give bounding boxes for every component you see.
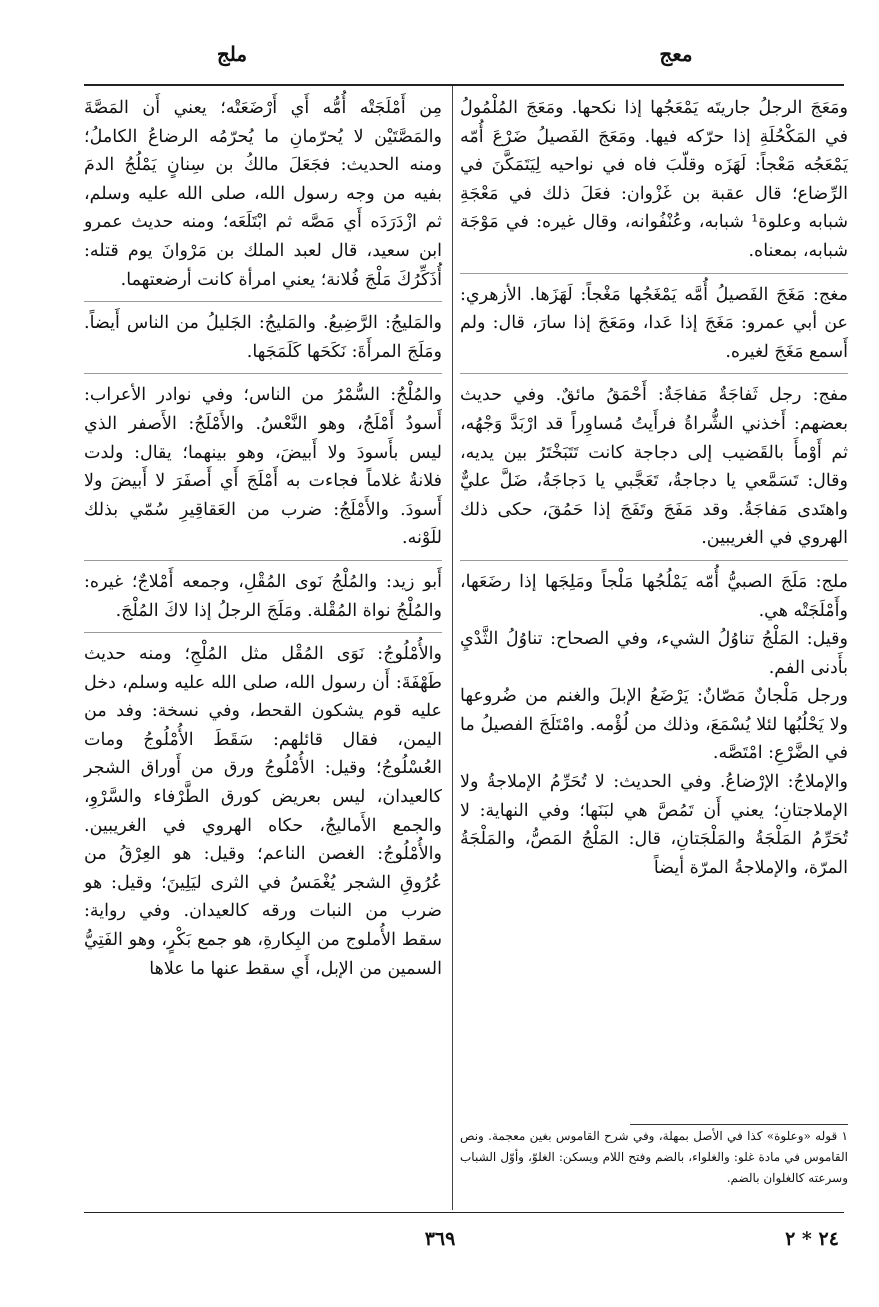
- left-running-head: ملج: [216, 42, 248, 66]
- bottom-rule: [84, 1212, 844, 1213]
- left-column: [84, 94, 442, 997]
- entry-malij: والمَليجُ: الرَّضِيعُ. والمَليجُ: الجَليلُ من الناس أَيضاً. ومَلَجَ المرأَةَ: نَكَحَها كَلَمَجَها.: [84, 309, 442, 374]
- entry-malj: ملج: مَلَجَ الصبيُّ أُمّه يَمْلُجُها مَلْجاً ومَلِجَها إذا رضَعَها، وأَمْلَجَتْه هي. وقيل: المَلْجُ تناوُلُ الشيء، وفي الصحاح: تناوُلُ الثَّدْيِ بأَدنى الفم. ورجل مَلْجانٌ مَصّانٌ: يَرْضَعُ الإبلَ والغنم من ضُروعها ولا يَحْلُبُها لئلا يُسْمَعَ، وذلك من لُؤْمه. وامْتَلَجَ الفصيلُ ما في الضَّرْعِ: امْتَصَّه. والإملاجُ: الإرْضاعُ. وفي الحديث: لا تُحَرِّمُ الإملاجةُ ولا الإملاجتانِ؛ يعني أَن تَمُصَّ هي لبَنَها؛ وفي النهاية: لا تُحَرِّمُ المَلْجَةُ والمَلْجَتانِ، قال: المَلْجُ المَصُّ، والمَلْجَةُ المرّة، والإملاجةُ المرّة أيضاً: [460, 571, 848, 878]
- right-running-head: معج: [659, 42, 693, 66]
- entry-maghj: مغج: مَغَجَ الفَصيلُ أُمَّه يَمْغَجُها مَغْجاً: لَهَزَها. الأزهري: عن أبي عمرو: مَغَجَ إذا عَدا، ومَعَجَ إذا سارَ، قال: ولم أَسمع مَغَجَ لغيره.: [460, 281, 848, 375]
- footnote-rule: [630, 1124, 848, 1125]
- page-number: ٣٦٩: [424, 1228, 456, 1250]
- footnote: ١ قوله «وعلوة» كذا في الأصل بمهلة، وفي شرح القاموس بغين معجمة. ونص القاموس في مادة غلو: والغلواء، بالضم وفتح اللام ويسكن: الغلوّ، وأوّل الشباب وسرعته كالغلوان بالضم.: [460, 1129, 848, 1185]
- signature-mark: ٢٤ * ٢: [785, 1228, 839, 1250]
- right-column: [460, 94, 848, 896]
- entry-maej-cont: ومَعَجَ الرجلُ جاريتَه يَمْعَجُها إذا نكحها. ومَعَجَ المُلْمُولُ في المَكْحُلَةِ إذا حرّكه فيها. ومَعَجَ الفَصيلُ ضَرْعَ أُمّه يَمْعَجُه مَعْجاً: لَهَزَه وقلّبَ فاه في نواحيه لِيَتَمَكَّنَ في الرِّضاع؛ قال عقبة بن غَزْوان: فعَلَ ذلك في مَعْجَةِ شبابه وعلوة¹ شبابه، وعُنْفُوانه، وقال غيره: في مَوْجَة شبابه، بمعناه.: [460, 94, 848, 274]
- column-divider: [452, 86, 453, 1210]
- entry-malj-cont: مِن أَمْلَجَتْه أُمُّه أَي أَرْضَعَتْه؛ يعني أَن المَصَّةَ والمَصَّتَيْن لا يُحرّمانِ ما يُحرّمُه الرضاعُ الكاملُ؛ ومنه الحديث: فجَعَلَ مالكُ بن سِنانٍ يَمْلُجُ الدمَ بفيه من وجه رسول الله، صلى الله عليه وسلم، ثم ازْدَرَدَه أَي مَصَّه ثم ابْتَلَعَه؛ ومنه حديث عمرو ابن سعيد، قال لعبد الملك بن مَرْوانَ يوم قتله: أُذَكِّرُكَ مَلْجَ فُلانة؛ يعني امرأة كانت أرضعتهما.: [84, 94, 442, 302]
- entry-mulj-nawa: أَبو زيد: والمُلْجُ نَوى المُقْلِ، وجمعه أَمْلاجٌ؛ غيره: والمُلْجُ نواة المُقْلة. ومَلَجَ الرجلُ إذا لاكَ المُلْجَ.: [84, 568, 442, 633]
- top-rule: [84, 84, 844, 86]
- entry-umluj: والأُمْلُوجُ: نَوَى المُقْل مثل المُلْجِ؛ ومنه حديث طَهْفَةَ: أَن رسول الله، صلى الله عليه وسلم، دخل عليه قوم يشكون القحط، وفي نسخة: وفد من اليمن، فقال قائلهم: سَقَطَ الأُمْلُوجُ ومات العُسْلُوجُ؛ وقيل: الأُمْلُوجُ ورق من أَوراق الشجر كالعيدان، ليس بعريض كورق الطَّرْفاء والسَّرْوِ، والجمع الأَماليجُ، حكاه الهروي في الغريبين. والأُمْلُوجُ: الغصن الناعم؛ وقيل: هو العِرْقُ من عُرُوقِ الشجر يُغْمَسُ في الثرى ليَلِينَ؛ وقيل: هو ضرب من النبات ورقه كالعيدان. وفي رواية: سقط الأُملوج من البِكارةِ، هو جمع بَكْرٍ، وهو الفَتِيُّ السمين من الإبل، أَي سقط عنها ما علاها: [84, 644, 442, 979]
- entry-mafj: مفج: رجل ثَفاجَةٌ مَفاجَةٌ: أَحْمَقُ مائقٌ. وفي حديث بعضهم: أَخذني الشُّراةُ فرأَيتُ مُساوِراً قد ارْبَدَّ وَجْهُه، ثم أَوْمأَ بالقَضيب إلى دجاجة كانت تَتَبَخْتَرُ بين يديه، وقال: تَسَمَّعي يا دجاجةُ، تَعَجَّبي يا دَجاجَةُ، ضَلَّ عليٌّ واهتَدى مَفاجَةُ. وقد مَفَجَ وتَفَجَ إذا حَمُقَ، حكى ذلك الهروي في الغريبين.: [460, 381, 848, 561]
- entry-mulj-color: والمُلْجُ: السُّمْرُ من الناس؛ وفي نوادر الأعراب: أَسودُ أَمْلَجُ، وهو النَّعْسُ. والأَمْلَجُ: الأَصفر الذي ليس بأَسودَ ولا أَبيضَ، وهو بينهما؛ يقال: ولدت فلانةُ غلاماً فجاءت به أَمْلَجَ أَي أَصفَرَ لا أَبيضَ ولا أَسودَ. والأَمْلَجُ: ضرب من العَقاقِيرِ سُمّي بذلك للَوْنه.: [84, 381, 442, 561]
